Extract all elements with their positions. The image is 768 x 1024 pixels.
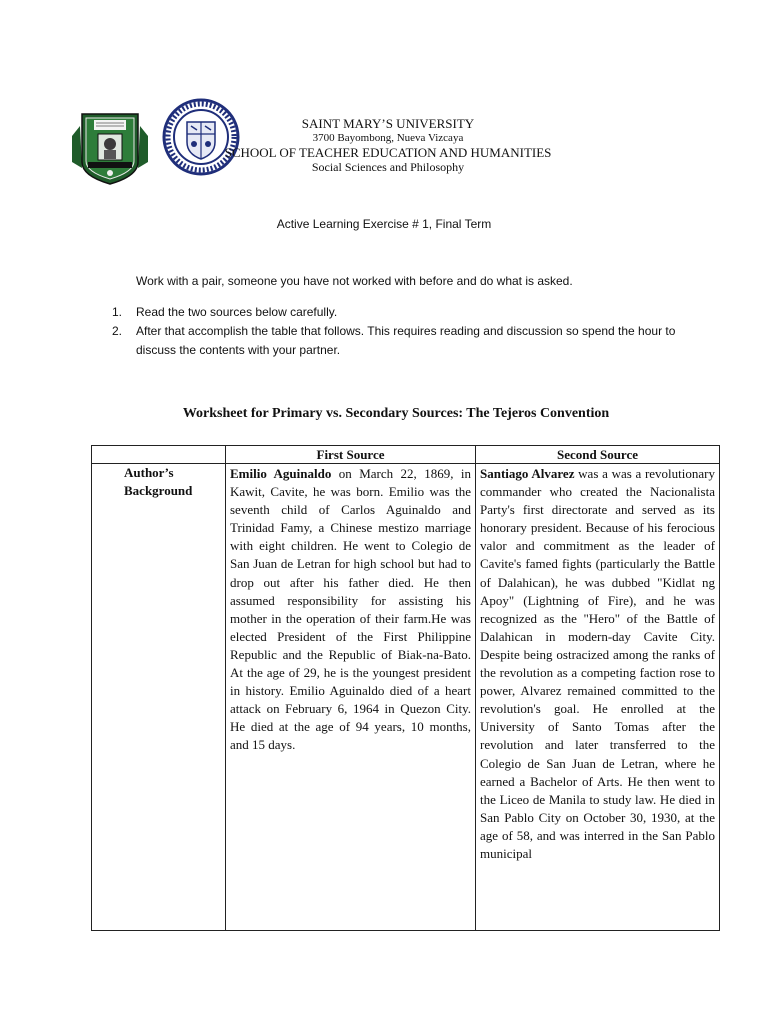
- department-name: Social Sciences and Philosophy: [311, 160, 465, 174]
- row-label-authors-background: [92, 464, 226, 931]
- row-label-line: Author’s: [124, 465, 174, 480]
- second-source-text: was a was a revolutionary commander who created the Nacionalista Party's first directorate and served as its honorary president. Because of his ferocious valor and commitment as the leader of Cavite's famed fights (particularly the Battle of Dalahican), he was dubbed "Kidlat ng Apoy" (Lightning of Fire), and he was recognized as the "Hero" of the Battle of Dalahican in modern-day Cavite City. Despite being ostracized among the ranks of the revolution as a competing faction rose to power, Alvarez remained committed to the revolution's goal. He enrolled at the University of Santo Tomas after the revolution and later transferred to the Colegio de San Juan de Letran, where he earned a Bachelor of Arts. He then went to the Liceo de Manila to study law. He died in San Pablo City on October 30, 1930, at the age of 58, and was interred in the San Pablo municipal: [480, 466, 715, 861]
- school-name: SCHOOL OF TEACHER EDUCATION AND HUMANITIES: [224, 145, 552, 160]
- school-shield-logo: [68, 106, 152, 186]
- step-text: Read the two sources below carefully.: [136, 305, 338, 319]
- instruction-text: Work with a pair, someone you have not worked with before and do what is asked.: [136, 274, 573, 288]
- column-header-second-source: Second Source: [476, 446, 720, 464]
- university-address: 3700 Bayombong, Nueva Vizcaya: [312, 132, 464, 144]
- column-header-blank: [92, 446, 226, 464]
- step-text: After that accomplish the table that follows. This requires reading and discussion so spend the hour to discuss the contents with your partner.: [136, 324, 676, 357]
- sources-table: [91, 445, 720, 931]
- second-source-clip: [480, 465, 715, 930]
- second-source-cell: [476, 464, 720, 931]
- letterhead: [220, 116, 556, 175]
- steps-list: [112, 303, 692, 360]
- step-number: 2.: [112, 324, 123, 338]
- row-label-line: Background: [124, 483, 193, 498]
- second-source-author: Santiago Alvarez: [480, 466, 575, 481]
- column-header-first-source: First Source: [226, 446, 476, 464]
- first-source-author: Emilio Aguinaldo: [230, 466, 332, 481]
- list-item: [112, 322, 692, 360]
- step-number: 1.: [112, 305, 123, 319]
- seal-icon: [68, 106, 152, 186]
- table-row: [92, 464, 720, 931]
- first-source-text: on March 22, 1869, in Kawit, Cavite, he was born. Emilio was the seventh child of Carlos Aguinaldo and Trinidad Famy, a Chinese mestizo marriage with eight children. He went to Colegio de San Juan de Letran for high school but had to drop out after his father died. He then assumed responsibility for assisting his mother in the operation of their farm.He was elected President of the First Philippine Republic and the Republic of Biak-na-Bato. At the age of 29, he is the youngest president in history. Emilio Aguinaldo died of a heart attack on February 6, 1964 in Quezon City. He died at the age of 94 years, 10 months, and 15 days.: [230, 466, 471, 753]
- exercise-title: Active Learning Exercise # 1, Final Term: [276, 217, 492, 231]
- list-item: [112, 303, 692, 322]
- university-name: SAINT MARY’S UNIVERSITY: [301, 116, 475, 131]
- first-source-cell: [226, 464, 476, 931]
- table-header-row: [92, 446, 720, 464]
- worksheet-title: Worksheet for Primary vs. Secondary Sources: The Tejeros Convention: [182, 406, 610, 421]
